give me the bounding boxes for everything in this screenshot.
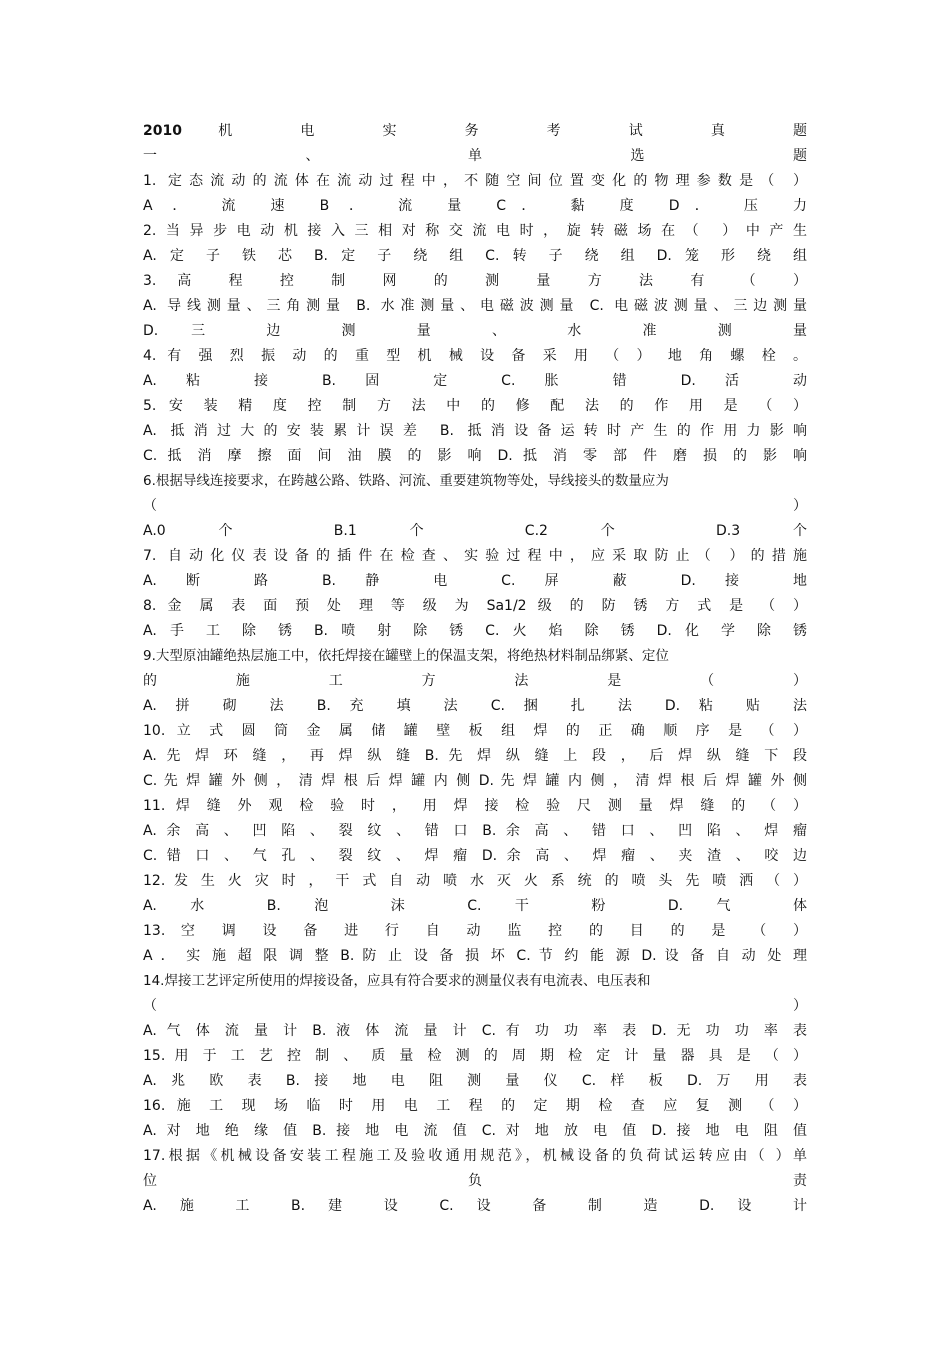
question-1: 1. 定态流动的流体在流动过程中，不随空间位置变化的物理参数是（ ） xyxy=(143,173,807,189)
question-17: 17.根据《机械设备安装工程施工及验收通用规范》，机械设备的负荷试运转应由（ ）单 xyxy=(143,1148,807,1164)
question-12-options: A. 水 B. 泡 沫 C. 干 粉 D. 气 体 xyxy=(143,898,807,914)
question-9-cont: 的 施 工 方 法 是 （ ） xyxy=(143,673,807,689)
question-9-options: A. 拼 砌 法 B. 充 填 法 C. 捆 扎 法 D. 粘 贴 法 xyxy=(143,698,807,714)
question-4-options: A. 粘 接 B. 固 定 C. 胀 错 D. 活 动 xyxy=(143,373,807,389)
question-4: 4. 有 强 烈 振 动 的 重 型 机 械 设 备 采 用 （ ） 地 角 螺 栓 。 xyxy=(143,348,807,364)
question-15-options: A. 兆 欧 表 B. 接 地 电 阻 测 量 仪 C. 样 板 D. 万 用 表 xyxy=(143,1073,807,1089)
question-2-options: A. 定 子 铁 芯 B. 定 子 绕 组 C. 转 子 绕 组 D. 笼 形 绕 组 xyxy=(143,248,807,264)
question-10-options-cd: C. 先 焊 罐 外 侧 ， 清 焊 根 后 焊 罐 内 侧 D. 先 焊 罐 内 侧 ， 清 焊 根 后 焊 罐 外 侧 xyxy=(143,773,807,789)
question-17-cont: 位 负 责 xyxy=(143,1173,807,1189)
question-7: 7. 自动化仪表设备的插件在检查、实验过程中，应采取防止（ ）的措施 xyxy=(143,548,807,564)
question-1-options: A ． 流 速 B ． 流 量 C． 黏 度 D． 压 力 xyxy=(143,198,807,214)
question-11-options-cd: C. 错 口 、 气 孔 、 裂 纹 、 焊 瘤 D. 余 高 、 焊 瘤 、 夹 渣 、 咬 边 xyxy=(143,848,807,864)
question-14-options: A. 气 体 流 量 计 B. 液 体 流 量 计 C. 有 功 功 率 表 D. 无 功 功 率 表 xyxy=(143,1023,807,1039)
doc-title-year: 2010 xyxy=(143,123,182,139)
question-14: 14.焊接工艺评定所使用的焊接设备，应具有符合要求的测量仪表有电流表、电压表和 xyxy=(143,973,651,989)
question-8: 8. 金 属 表 面 预 处 理 等 级 为 Sa1/2 级 的 防 锈 方 式 是 （ ） xyxy=(143,598,807,614)
question-7-options: A. 断 路 B. 静 电 C. 屏 蔽 D. 接 地 xyxy=(143,573,807,589)
question-6: 6.根据导线连接要求，在跨越公路、铁路、河流、重要建筑物等处，导线接头的数量应为 xyxy=(143,473,669,489)
question-15: 15. 用 于 工 艺 控 制 、 质 量 检 测 的 周 期 检 定 计 量 器 具 是 （ ） xyxy=(143,1048,807,1064)
question-3: 3. 高 程 控 制 网 的 测 量 方 法 有 （ ） xyxy=(143,273,807,289)
question-5-options-ab: A. 抵消过大的安装累计误差 B. 抵消设备运转时产生的作用力影响 xyxy=(143,423,807,439)
question-16-options: A. 对 地 绝 缘 值 B. 接 地 电 流 值 C. 对 地 放 电 值 D. 接 地 电 阻 值 xyxy=(143,1123,807,1139)
section-heading: 一 、 单 选 题 xyxy=(143,148,807,164)
question-9: 9.大型原油罐绝热层施工中，依托焊接在罐壁上的保温支架，将绝热材料制品绑紧、定位 xyxy=(143,648,669,664)
question-14-bracket: （ ） xyxy=(143,998,807,1014)
question-13-options: A ． 实 施 超 限 调 整 B. 防 止 设 备 损 坏 C. 节 约 能 源 D. 设 备 自 动 处 理 xyxy=(143,948,807,964)
question-6-bracket: （ ） xyxy=(143,498,807,514)
question-3-option-d: D. 三 边 测 量 、 水 准 测 量 xyxy=(143,323,807,339)
exam-document xyxy=(143,119,807,1219)
question-5-options-cd: C. 抵 消 摩 擦 面 间 油 膜 的 影 响 D. 抵 消 零 部 件 磨 损 的 影 响 xyxy=(143,448,807,464)
question-11: 11. 焊 缝 外 观 检 验 时 ， 用 焊 接 检 验 尺 测 量 焊 缝 的 （ ） xyxy=(143,798,807,814)
question-5: 5. 安 装 精 度 控 制 方 法 中 的 修 配 法 的 作 用 是 （ ） xyxy=(143,398,807,414)
question-13: 13. 空 调 设 备 进 行 自 动 监 控 的 目 的 是 （ ） xyxy=(143,923,807,939)
question-12: 12. 发 生 火 灾 时 ， 干 式 自 动 喷 水 灭 火 系 统 的 喷 头 先 喷 洒 （ ） xyxy=(143,873,807,889)
doc-title: 2010 机 电 实 务 考 试 真 题 xyxy=(143,123,807,139)
question-11-options-ab: A. 余 高 、 凹 陷 、 裂 纹 、 错 口 B. 余 高 、 错 口 、 凹 陷 、 焊 瘤 xyxy=(143,823,807,839)
question-10-options-ab: A. 先 焊 环 缝 ， 再 焊 纵 缝 B. 先 焊 纵 缝 上 段 ， 后 焊 纵 缝 下 段 xyxy=(143,748,807,764)
question-2: 2.当异步电动机接入三相对称交流电时，旋转磁场在（ ）中产生 xyxy=(143,223,807,239)
question-6-options: A.0 个 B.1 个 C.2 个 D.3 个 xyxy=(143,523,807,539)
question-16: 16. 施 工 现 场 临 时 用 电 工 程 的 定 期 检 查 应 复 测 （ ） xyxy=(143,1098,807,1114)
question-8-options: A. 手 工 除 锈 B. 喷 射 除 锈 C. 火 焰 除 锈 D. 化 学 除 锈 xyxy=(143,623,807,639)
question-10: 10. 立 式 圆 筒 金 属 储 罐 壁 板 组 焊 的 正 确 顺 序 是 （ ） xyxy=(143,723,807,739)
question-3-options-a-c: A. 导线测量、三角测量 B. 水准测量、电磁波测量 C. 电磁波测量、三边测量 xyxy=(143,298,807,314)
question-17-options: A. 施 工 B. 建 设 C. 设 备 制 造 D. 设 计 xyxy=(143,1198,807,1214)
